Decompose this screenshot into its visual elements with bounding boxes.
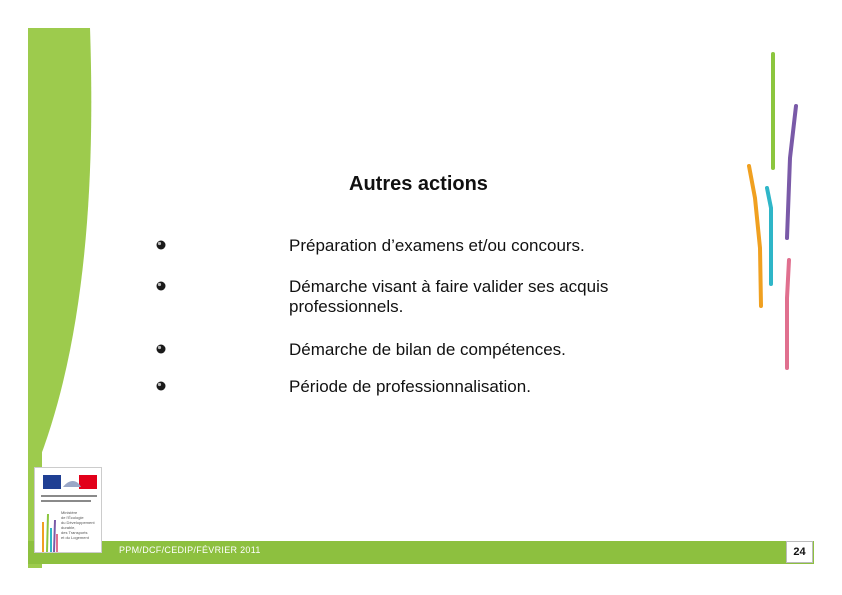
logo-text-line: de l'Écologie [61,515,84,520]
bullet-icon [155,380,167,392]
logo-text-line: du Développement [61,520,95,525]
marianne-flag-icon [43,475,97,489]
logo-motif-icon [39,510,59,552]
bullet-icon [155,343,167,355]
footer-reference: PPM/DCF/CEDIP/FÉVRIER 2011 [119,545,261,555]
bullet-item: Préparation d’examens et/ou concours. [289,236,585,255]
bullet-item: Période de professionnalisation. [289,377,531,396]
bullet-item: Démarche visant à faire valider ses acquis professionnels. [289,277,609,316]
bullet-icon [155,280,167,292]
logo-text-line: Ministère [61,510,78,515]
logo-caption-lines [41,492,99,505]
left-green-swoosh [28,28,128,468]
slide-title: Autres actions [349,173,488,195]
logo-ministry-name [61,510,99,540]
ministry-logo [34,467,102,553]
page-number: 24 [786,541,813,563]
decorative-color-lines [735,48,805,378]
logo-text-line: des Transports [61,530,88,535]
logo-text-line: durable, [61,525,76,530]
logo-text-line: et du Logement [61,535,89,540]
bullet-item: Démarche de bilan de compétences. [289,340,566,359]
bullet-icon [155,239,167,251]
